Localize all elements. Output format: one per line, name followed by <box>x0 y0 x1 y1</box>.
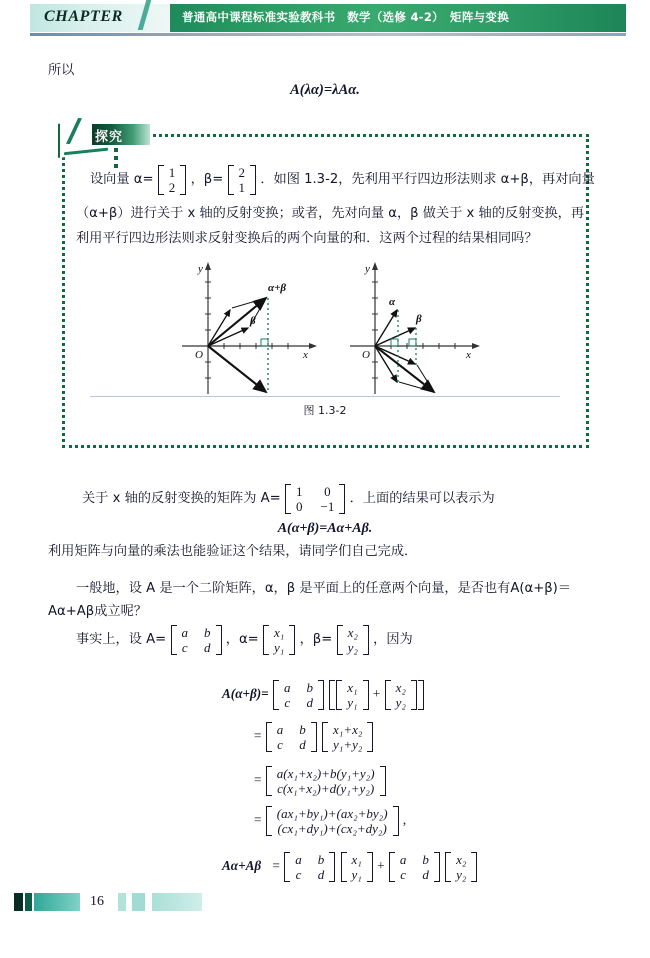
beta-column-vector <box>228 165 257 195</box>
d5-b1: b <box>317 852 325 867</box>
d1-d: d <box>306 695 313 710</box>
deriv2-matrix-A <box>266 722 317 752</box>
d1-a: a <box>283 680 291 695</box>
refl-m00: 1 <box>296 484 303 499</box>
right-y-label: y <box>365 263 370 275</box>
formula-distributive: A(α+β)=Aα+Aβ. <box>277 521 373 536</box>
formula-a-lambda-alpha: A(λα)=λAα. <box>290 82 360 98</box>
matrix-A-def <box>171 625 222 655</box>
d1-y2: y₂ <box>395 695 406 710</box>
deriv5-vector-alpha <box>341 852 373 882</box>
reflection-matrix-post: ．上面的结果可以表示为 <box>349 491 495 507</box>
chapter-label: CHAPTER <box>44 8 123 25</box>
definitions-mid1: ，α= <box>225 632 259 648</box>
d2-d: d <box>299 737 306 752</box>
alpha-y: 2 <box>168 179 176 195</box>
definitions-line <box>76 625 413 655</box>
footer-block-2 <box>25 893 32 911</box>
d1-y1: y₁ <box>347 695 358 710</box>
figure-svg <box>170 258 500 398</box>
page-header <box>30 4 626 34</box>
reflection-matrix <box>285 484 345 514</box>
deriv3-expanded-vector <box>266 766 386 796</box>
deriv5-matrix-A-2 <box>389 852 440 882</box>
d5-b2: b <box>422 852 429 867</box>
d5-c2: c <box>400 867 406 882</box>
explore-line-1 <box>90 162 595 197</box>
right-diagram <box>350 262 480 394</box>
therefore-label: 所以 <box>48 63 75 78</box>
deriv-line-4 <box>254 806 406 836</box>
explore-line-3: 利用平行四边形法则求反射变换后的两个向量的和．这两个过程的结果相同吗？ <box>76 231 538 246</box>
para-general-line1: 一般地，设 A 是一个二阶矩阵，α，β 是平面上的任意两个向量，是否也有A(α+β)＝ <box>76 581 571 596</box>
d5-a1: a <box>295 852 302 867</box>
d3-row2: c(x₁+x₂)+d(y₁+y₂) <box>277 781 375 796</box>
explore-line-1-pre: 设向量 α= <box>90 172 154 187</box>
left-label-alpha-plus-beta: α+β <box>268 282 286 294</box>
deriv-lhs-1: A(α+β)= <box>222 686 269 702</box>
d5-a2: a <box>399 852 407 867</box>
explore-line-1-post: ．如图 1.3-2，先利用平行四边形法则求 α+β，再对向量 <box>260 172 595 187</box>
d1-x1: x₁ <box>347 680 358 695</box>
d2-sum-y: y₁+y₂ <box>333 737 363 752</box>
A-d: d <box>204 640 211 655</box>
alpha-column-vector <box>158 165 187 195</box>
explore-line-2: （α+β）进行关于 x 轴的反射变换；或者，先对向量 α，β 做关于 x 轴的反射变换，再 <box>76 206 585 221</box>
left-x-label: x <box>303 349 308 361</box>
d1-b: b <box>306 680 313 695</box>
deriv1-outer-bracket <box>329 680 424 710</box>
right-label-alpha: α <box>389 296 396 308</box>
deriv5-matrix-A-1 <box>284 852 335 882</box>
refl-m01: 0 <box>324 484 331 499</box>
alpha-y1: y₁ <box>274 640 285 655</box>
left-origin-label: O <box>195 349 203 361</box>
page-footer <box>14 893 254 915</box>
vector-alpha-def <box>263 625 295 655</box>
reflection-matrix-pre: 关于 x 轴的反射变换的矩阵为 A= <box>82 491 281 507</box>
explore-badge <box>58 118 170 158</box>
header-rule <box>30 33 626 36</box>
d2-a: a <box>276 722 284 737</box>
deriv1-matrix-A <box>273 680 324 710</box>
d5-c1: c <box>295 867 302 882</box>
figure-separator-rule <box>90 396 560 397</box>
right-label-beta: β <box>416 313 422 325</box>
deriv2-eq: = <box>254 728 262 744</box>
left-label-beta: β <box>250 315 256 327</box>
beta-y2: y₂ <box>347 640 358 655</box>
right-origin-label: O <box>362 349 370 361</box>
d5-x1: x₁ <box>351 852 362 867</box>
d5-y2: y₂ <box>456 867 467 882</box>
definitions-mid2: ，β= <box>299 632 333 648</box>
refl-m11: −1 <box>320 499 335 514</box>
definitions-post: ，因为 <box>373 632 413 648</box>
footer-block-3 <box>34 893 80 911</box>
A-a: a <box>181 625 188 640</box>
para-verify: 利用矩阵与向量的乘法也能验证这个结果，请同学们自己完成． <box>48 544 418 559</box>
para-general-line2: Aα+Aβ成立呢？ <box>48 604 147 619</box>
d5-x2: x₂ <box>456 852 467 867</box>
deriv3-eq: = <box>254 772 262 788</box>
deriv-line-5 <box>222 852 478 882</box>
d5-d1: d <box>317 867 325 882</box>
A-c: c <box>181 640 188 655</box>
d5-d2: d <box>422 867 429 882</box>
d1-c: c <box>284 695 291 710</box>
figure-1-3-2 <box>170 258 500 398</box>
left-y-label: y <box>198 263 203 275</box>
definitions-pre: 事实上，设 A= <box>76 632 167 648</box>
reflection-matrix-line <box>82 484 495 514</box>
deriv5-vector-beta <box>445 852 477 882</box>
footer-block-5 <box>132 893 145 911</box>
page-number: 16 <box>90 894 104 909</box>
A-b: b <box>204 625 211 640</box>
deriv-lhs-2: Aα+Aβ <box>222 858 262 874</box>
beta-y: 1 <box>238 179 246 195</box>
explore-badge-label: 探究 <box>95 130 124 145</box>
d2-sum-x: x₁+x₂ <box>333 722 363 737</box>
d5-y1: y₁ <box>351 867 362 882</box>
deriv4-regrouped-vector <box>266 806 399 836</box>
d3-row1: a(x₁+x₂)+b(y₁+y₂) <box>276 766 375 781</box>
explore-line-1-mid: ，β= <box>190 172 224 187</box>
d2-b: b <box>299 722 306 737</box>
footer-block-4 <box>118 893 126 911</box>
beta-x: 2 <box>238 164 246 180</box>
book-title: 普通高中课程标准实验教科书 数学（选修 4-2） 矩阵与变换 <box>182 10 510 24</box>
footer-block-1 <box>14 893 23 911</box>
deriv5-eq: = <box>272 858 280 874</box>
deriv-line-2 <box>254 722 374 752</box>
left-diagram <box>182 262 317 394</box>
alpha-x: 1 <box>168 164 176 180</box>
deriv-line-3 <box>254 766 387 796</box>
right-x-label: x <box>466 349 471 361</box>
d4-row2: (cx₁+dy₁)+(cx₂+dy₂) <box>277 821 387 836</box>
vector-beta-def <box>337 625 369 655</box>
deriv4-comma: , <box>402 812 407 828</box>
footer-block-6 <box>152 893 202 911</box>
refl-m10: 0 <box>296 499 303 514</box>
d2-c: c <box>277 737 283 752</box>
figure-caption: 图 1.3-2 <box>303 404 347 417</box>
deriv2-sum-vector <box>322 722 373 752</box>
deriv-line-1 <box>222 680 425 710</box>
d1-x2: x₂ <box>395 680 406 695</box>
deriv1-vector-beta <box>385 680 417 710</box>
deriv1-plus: + <box>372 686 381 702</box>
deriv5-plus: + <box>377 858 385 874</box>
d4-row1: (ax₁+by₁)+(ax₂+by₂) <box>276 806 388 821</box>
deriv1-vector-alpha <box>336 680 368 710</box>
deriv4-eq: = <box>254 812 262 828</box>
beta-x2: x₂ <box>347 625 358 640</box>
alpha-x1: x₁ <box>274 625 285 640</box>
